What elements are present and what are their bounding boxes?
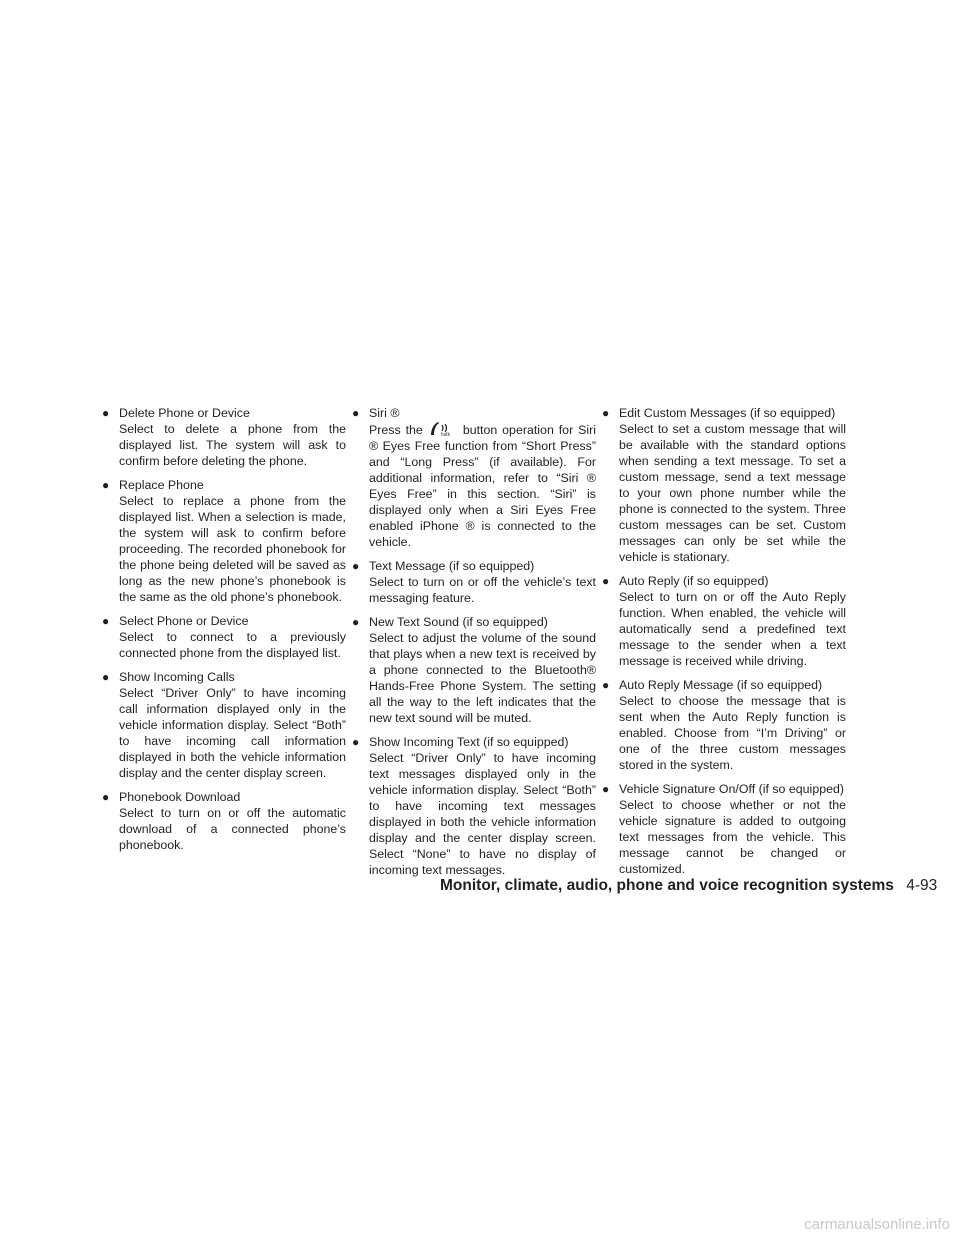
bullet: ● — [102, 790, 110, 804]
list-item — [102, 669, 346, 781]
item-description: Select to turn on or off the vehicle’s text messaging feature. — [369, 575, 596, 605]
item-title: Auto Reply (if so equipped) — [619, 574, 769, 588]
column-3 — [602, 405, 846, 885]
item-description: Select to turn on or off the automatic download of a connected phone’s phonebook. — [119, 806, 346, 852]
bullet: ● — [352, 559, 360, 573]
bullet: ● — [602, 574, 610, 588]
list-item — [102, 405, 346, 469]
item-title: Auto Reply Message (if so equipped) — [619, 678, 823, 692]
bullet: ● — [102, 614, 110, 628]
bullet: ● — [102, 670, 110, 684]
page-footer — [440, 877, 937, 895]
list-item — [352, 734, 596, 878]
watermark-text: carmanualsonline.info — [804, 1216, 950, 1233]
bullet: ● — [102, 478, 110, 492]
item-description: Select to delete a phone from the displayed list. The system will ask to confirm before deleting the phone. — [119, 422, 346, 468]
item-description: Select to choose whether or not the vehicle signature is added to outgoing text messages from the vehicle. This message cannot be changed or customized. — [619, 798, 846, 876]
desc-pre: Press the — [369, 423, 423, 437]
column-1 — [102, 405, 346, 861]
item-title: Replace Phone — [119, 478, 204, 492]
bullet: ● — [352, 615, 360, 629]
list-item — [602, 677, 846, 773]
item-description: Select to adjust the volume of the sound that plays when a new text is received by a phone connected to the Bluetooth® Hands-Free Phone System. The setting all the way to the left indicates that the new text sound will be muted. — [369, 631, 596, 725]
list-item — [102, 477, 346, 605]
list-item — [602, 781, 846, 877]
bullet: ● — [602, 406, 610, 420]
item-description: Select to choose the message that is sent when the Auto Reply function is enabled. Choose from “I’m Driving” or one of the three custom messages stored in the system. — [619, 694, 846, 772]
list-item — [352, 614, 596, 726]
bullet: ● — [352, 406, 360, 420]
item-description — [369, 421, 596, 550]
item-title: Phonebook Download — [119, 790, 241, 804]
item-title: Siri ® — [369, 406, 400, 420]
list-item — [102, 613, 346, 661]
section-title: Monitor, climate, audio, phone and voice recognition systems — [440, 877, 894, 894]
bullet: ● — [102, 406, 110, 420]
svg-text:talk: talk — [440, 432, 451, 437]
bullet: ● — [352, 735, 360, 749]
list-item — [352, 405, 596, 550]
bullet: ● — [602, 782, 610, 796]
item-title: Delete Phone or Device — [119, 406, 250, 420]
item-title: Text Message (if so equipped) — [369, 559, 535, 573]
page-number: 4-93 — [906, 877, 938, 894]
item-title: New Text Sound (if so equipped) — [369, 615, 548, 629]
desc-post: button operation for Siri ® Eyes Free function from “Short Press” and “Long Press” (if available). For additional information, refer to “Siri ® Eyes Free” in this section. “Siri” is displayed only when a Siri Eyes Free enabled iPhone ® is connected to the vehicle. — [369, 423, 596, 549]
item-title: Show Incoming Calls — [119, 670, 235, 684]
item-description: Select to set a custom message that will be available with the standard options when sending a text message. To set a custom message, send a text message to your own phone number while the phone is connected to the system. Three custom messages can be set. Custom messages can only be set while the vehicle is stationary. — [619, 422, 846, 564]
item-title: Select Phone or Device — [119, 614, 249, 628]
list-item — [602, 573, 846, 669]
bullet: ● — [602, 678, 610, 692]
item-description: Select “Driver Only” to have incoming text messages displayed only in the vehicle information display. Select “Both” to have incoming text messages displayed in both the vehicle information display and the center display screen. Select “None” to have no display of incoming text messages. — [369, 751, 596, 877]
item-title: Show Incoming Text (if so equipped) — [369, 735, 569, 749]
item-title: Edit Custom Messages (if so equipped) — [619, 406, 836, 420]
column-2 — [352, 405, 596, 886]
item-description: Select to replace a phone from the displayed list. When a selection is made, the system will ask to confirm before proceeding. The recorded phonebook for the phone being deleted will be saved as long as the new phone’s phonebook is the same as the old phone’s phonebook. — [119, 494, 346, 604]
item-description: Select “Driver Only” to have incoming call information displayed only in the vehicle information display. Select “Both” to have incoming call information displayed in both the vehicle information display and the center display screen. — [119, 686, 346, 780]
list-item — [102, 789, 346, 853]
item-title: Vehicle Signature On/Off (if so equipped) — [619, 782, 845, 796]
list-item — [602, 405, 846, 565]
talk-phone-icon — [429, 421, 457, 437]
item-description: Select to turn on or off the Auto Reply function. When enabled, the vehicle will automatically send a predefined text message to the sender when a text message is received while driving. — [619, 590, 846, 668]
item-description: Select to connect to a previously connected phone from the displayed list. — [119, 630, 346, 660]
list-item — [352, 558, 596, 606]
